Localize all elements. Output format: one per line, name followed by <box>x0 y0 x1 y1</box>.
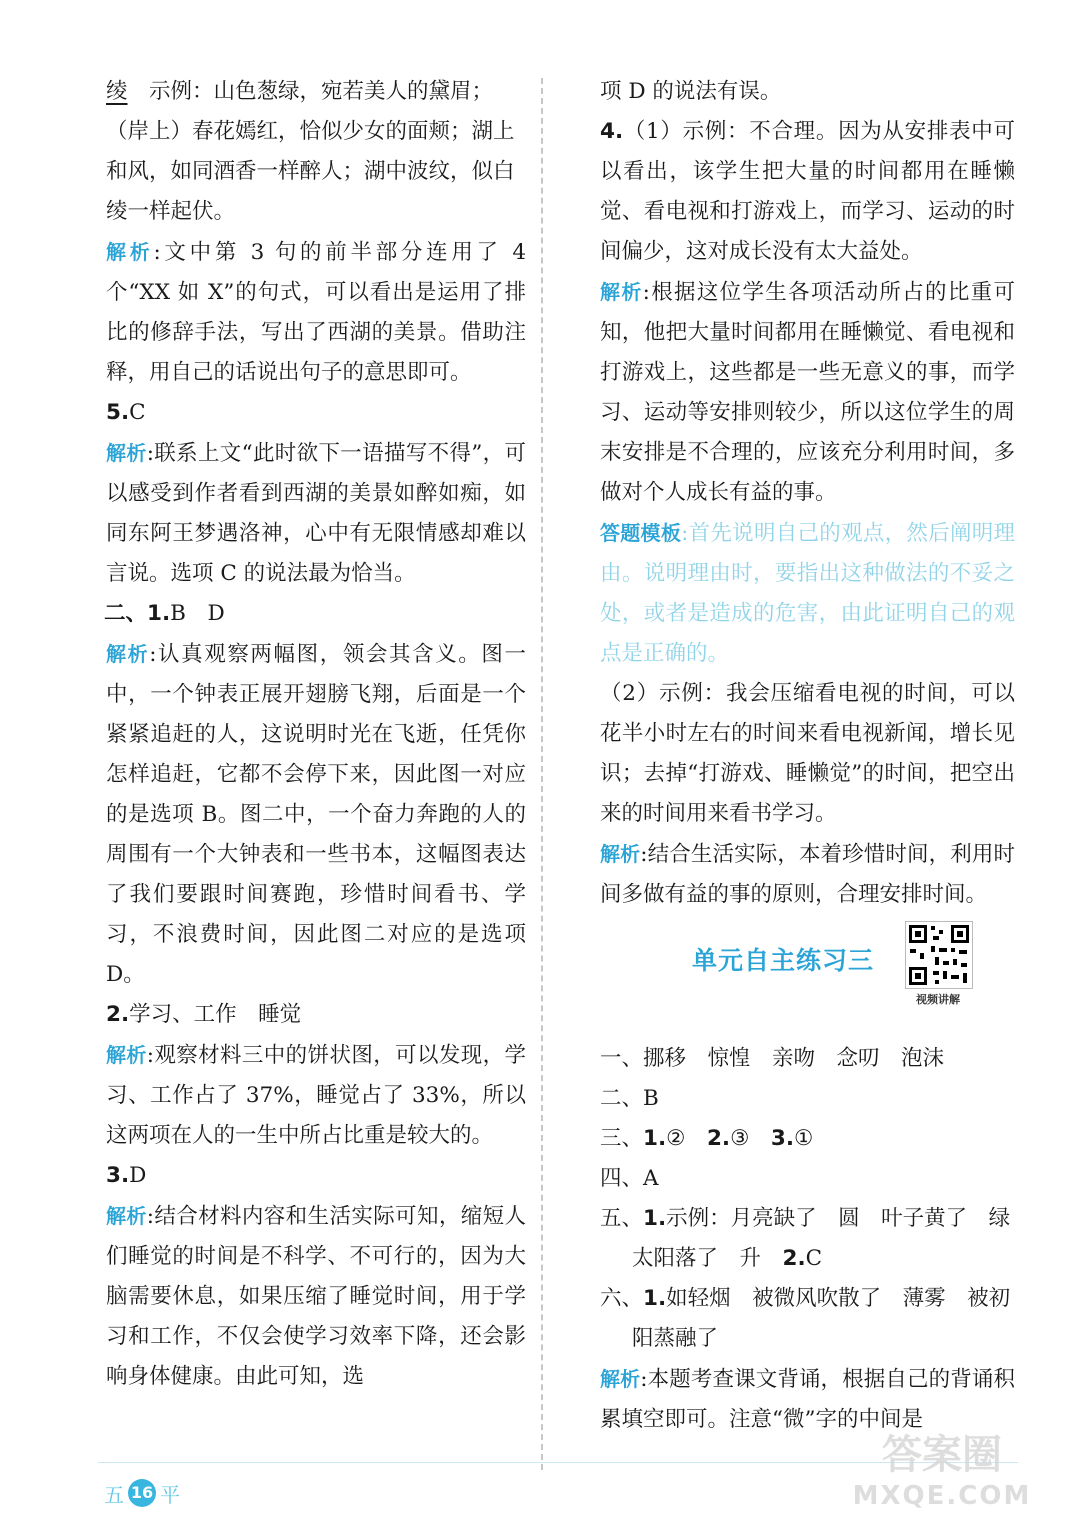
answer: D <box>129 1163 147 1188</box>
answer: ① <box>794 1126 814 1151</box>
analysis-text: :本题考查课文背诵，根据自己的背诵积累填空即可。注意“微”字的中间是 <box>600 1367 1016 1432</box>
continued-text: 项 D 的说法有误。 <box>600 79 782 104</box>
poem-line-1 <box>106 72 526 112</box>
poem-line-3: 和风，如同酒香一样醉人；湖中波纹，似白 <box>106 159 515 184</box>
answer-row-4: 四、A <box>600 1166 659 1191</box>
question-number: 1. <box>643 1126 667 1151</box>
question-number: 2. <box>782 1246 806 1271</box>
analysis-4-2 <box>600 834 1015 915</box>
analysis-label: 解析 <box>600 842 641 866</box>
answer-row-5 <box>600 1199 1015 1239</box>
section-number: 六、 <box>600 1286 644 1311</box>
analysis-5 <box>106 433 526 594</box>
section-number: 二、 <box>104 601 148 626</box>
template-label: 答题模板 <box>600 521 682 545</box>
analysis-6 <box>600 1359 1015 1440</box>
question-number: 4. <box>600 119 624 144</box>
analysis-text: :根据这位学生各项活动所占的比重可知，他把大量时间都用在睡懒觉、看电视和打游戏上，这些都是一些无意义的事，而学习、运动等安排则较少，所以这位学生的周末安排是不合理的，应该充分利用时间，多做对个人成长有益的事。 <box>600 280 1015 505</box>
qr-code-icon <box>906 922 972 988</box>
question-4-2: （2）示例：我会压缩看电视的时间，可以花半小时左右的时间来看电视新闻，增长见识；去掉“打游戏、睡懒觉”的时间，把空出来的时间用来看书学习。 <box>600 681 1015 826</box>
qr-code[interactable] <box>905 921 973 989</box>
watermark-line-1: 答案圈 <box>882 1432 1002 1478</box>
analysis-text: :结合生活实际，本着珍惜时间，利用时间多做有益的事的原则，合理安排时间。 <box>600 842 1016 907</box>
watermark <box>842 1430 1042 1520</box>
answer: ③ <box>730 1126 750 1151</box>
section-2-q1 <box>104 594 526 634</box>
question-number: 1. <box>147 601 171 626</box>
section-number: 五、 <box>600 1206 644 1231</box>
analysis-label: 解析 <box>106 240 154 264</box>
answer: C <box>129 400 146 425</box>
answer: ② <box>666 1126 686 1151</box>
left-column <box>106 72 526 1397</box>
question-number: 5. <box>106 400 130 425</box>
question-number: 2. <box>706 1126 731 1151</box>
analysis-4-1 <box>600 272 1015 513</box>
question-number: 1. <box>643 1286 667 1311</box>
analysis-label: 解析 <box>600 280 643 304</box>
question-number: 1. <box>643 1206 667 1231</box>
unit-header <box>600 921 1015 1039</box>
analysis-text: :结合材料内容和生活实际可知，缩短人们睡觉的时间是不科学、不可行的，因为大脑需要休息，如果压缩了睡觉时间，用于学习和工作，不仅会使学习效率下降，还会影响身体健康。由此可知，选 <box>106 1204 526 1389</box>
question-4-1 <box>600 112 1015 272</box>
analysis-text: :观察材料三中的饼状图，可以发现，学习、工作占了 37%，睡觉占了 33%，所以这两项在人的一生中所占比重是较大的。 <box>106 1043 526 1148</box>
poem-line-2: （岸上）春花嫣红，恰似少女的面颊；湖上 <box>106 119 515 144</box>
answer-row-2: 二、B <box>600 1086 659 1111</box>
answer: C <box>805 1246 823 1271</box>
page-number-badge <box>104 1478 180 1508</box>
unit-title: 单元自主练习三 <box>692 946 875 975</box>
section-number: 三、 <box>600 1126 644 1151</box>
question-2-3 <box>106 1156 526 1196</box>
analysis-2-1 <box>106 634 526 995</box>
answer-template <box>600 513 1015 674</box>
underlined-char: 绫 <box>106 79 128 104</box>
analysis-label: 解析 <box>106 1043 147 1067</box>
question-2-2 <box>106 995 526 1035</box>
answer-row-5-cont <box>600 1239 1015 1279</box>
answer-row-6 <box>600 1279 1015 1319</box>
analysis-label: 解析 <box>106 1204 147 1228</box>
question-number: 3. <box>106 1163 130 1188</box>
analysis-text: :文中第 3 句的前半部分连用了 4 个“XX 如 X”的句式，可以看出是运用了排比的修辞手法，写出了西湖的美景。借助注释，用自己的话说出句子的意思即可。 <box>106 240 527 385</box>
answer: 示例：月亮缺了 圆 叶子黄了 绿 <box>666 1206 1011 1231</box>
page-number: 16 <box>128 1479 156 1507</box>
answer: B D <box>170 601 225 626</box>
answer: 太阳落了 升 <box>632 1246 762 1271</box>
analysis-text: :认真观察两幅图，领会其含义。图一中，一个钟表正展开翅膀飞翔，后面是一个紧紧追赶的人，这说明时光在飞逝，任凭你怎样追赶，它都不会停下来，因此图一对应的是选项 B。图二中，一个奋力奔跑的人的周围有一个大钟表和一些书本，这幅图表达了我们要跟时间赛跑，珍惜时间看书、学习，不浪费时间，因此图二对应的是选项 D。 <box>106 642 527 987</box>
answer: （1）示例：不合理。因为从安排表中可以看出，该学生把大量的时间都用在睡懒觉、看电视和打游戏上，而学习、运动的时间偏少，这对成长没有太大益处。 <box>600 119 1015 264</box>
analysis-2-2 <box>106 1035 526 1156</box>
template-text: :首先说明自己的观点，然后阐明理由。说明理由时，要指出这种做法的不妥之处，或者是造成的危害，由此证明自己的观点是正确的。 <box>600 521 1015 666</box>
answer-row-3 <box>600 1119 1015 1159</box>
answer: 如轻烟 被微风吹散了 薄雾 被初 <box>666 1286 1011 1311</box>
right-column <box>600 72 1015 1440</box>
question-number: 3. <box>770 1126 795 1151</box>
analysis-label: 解析 <box>106 441 147 465</box>
answer-row-1: 一、挪移 惊惶 亲吻 念叨 泡沫 <box>600 1046 945 1071</box>
footer-right-char: 平 <box>160 1482 180 1507</box>
answer: 学习、工作 睡觉 <box>129 1002 302 1027</box>
qr-caption: 视频讲解 <box>916 993 960 1006</box>
analysis-text: :联系上文“此时欲下一语描写不得”，可以感受到作者看到西湖的美景如醉如痴，如同东阿王梦遇洛神，心中有无限情感却难以言说。选项 C 的说法最为恰当。 <box>106 441 527 586</box>
poem-line-4: 绫一样起伏。 <box>106 199 236 224</box>
analysis-label: 解析 <box>106 642 150 666</box>
analysis-2-3 <box>106 1196 526 1397</box>
analysis-label: 解析 <box>600 1367 641 1391</box>
line-text: 示例：山色葱绿，宛若美人的黛眉； <box>127 79 494 104</box>
column-divider <box>541 78 543 1470</box>
answer-row-6-cont: 阳蒸融了 <box>632 1326 719 1351</box>
question-number: 2. <box>106 1002 130 1027</box>
footer-left-char: 五 <box>104 1482 124 1507</box>
question-5 <box>106 393 526 433</box>
watermark-line-2: MXQE.COM <box>852 1481 1032 1511</box>
analysis-1 <box>106 232 526 393</box>
